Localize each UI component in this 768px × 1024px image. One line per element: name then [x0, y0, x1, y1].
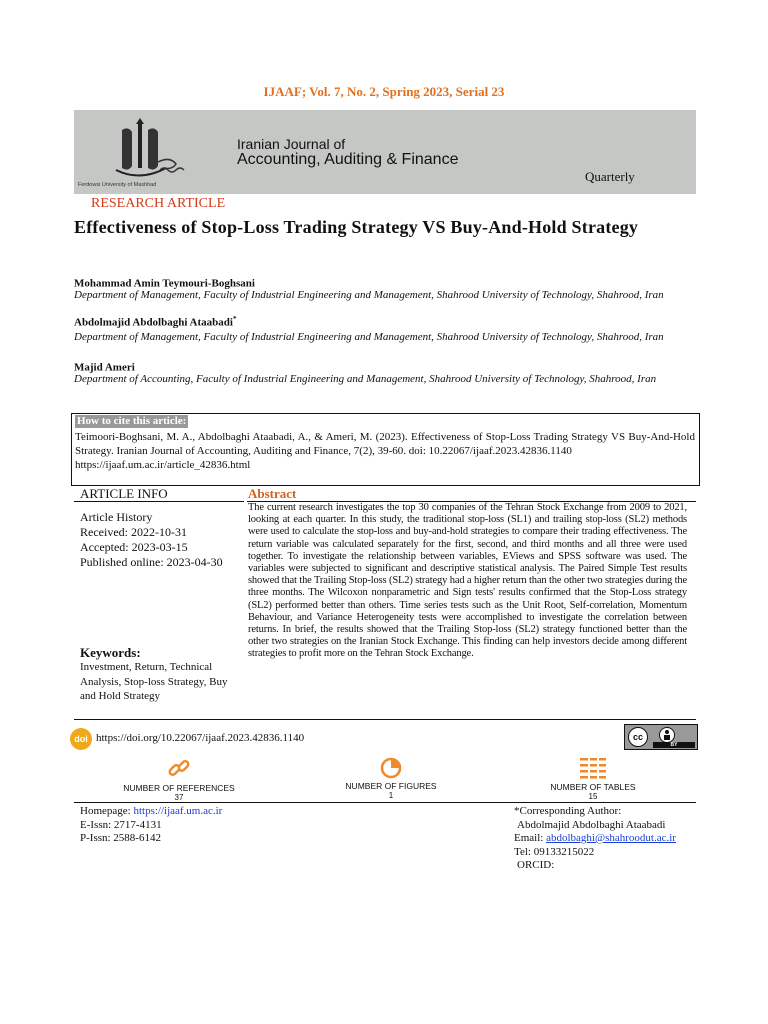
journal-title-line1: Iranian Journal of	[237, 136, 346, 152]
abstract-text: The current research investigates the top 30 companies of the Tehran Stock Exchange from 2009 to 2021, looking at each quarter. In this study, the traditional stop-loss (SL1) and trailing stop-loss (SL2) methods were used to calculate the stop-loss and buy-and-hold strategies to compare their trading effectiveness. The return variable was calculated separately for the first, second, and third months and all three were used together. To investigate the relationship between variables, EViews and SPSS software was used. The variables were subjected to significant and descriptive statistical analysis. The Paired Simple Test results showed that the Trailing Stop-loss (SL2) strategy had a higher return than the other two strategies during the three months. The Wilcoxon nonparametric and Sign tests' results confirmed that the Stop-Loss strategy (SL2) performed better than others. Time series tests such as the Unit Root, Self-correlation, Momentum Behaviour, and Variance Heterogeneity tests were accomplished to investigate the correlation between returns. In brief, the results showed that the Trailing Stop-loss (SL2) strategy functioned better than the other two strategies on the Iranian Stock Exchange. This finding can help investors decide among different strategies to profit more on the Tehran Stock Exchange.	[248, 502, 687, 660]
link-icon	[167, 757, 191, 781]
email-link[interactable]: abdolbaghi@shahroodut.ac.ir	[546, 832, 676, 844]
published-date: Published online: 2023-04-30	[80, 555, 223, 569]
author-name: Majid Ameri	[74, 361, 135, 374]
tel: Tel: 09133215022	[514, 845, 595, 858]
references-stat	[106, 757, 252, 802]
orcid: ORCID:	[517, 859, 555, 871]
citation-box	[71, 413, 700, 486]
table-icon	[579, 756, 607, 780]
article-title: Effectiveness of Stop-Loss Trading Strategy VS Buy-And-Hold Strategy	[74, 217, 639, 237]
doi-link[interactable]: https://doi.org/10.22067/ijaaf.2023.42836.1140	[96, 732, 305, 744]
tables-stat	[520, 756, 666, 801]
divider	[74, 501, 244, 502]
homepage-line: Homepage: https://ijaaf.um.ac.ir	[80, 805, 223, 817]
divider	[74, 802, 696, 803]
university-logo-icon	[88, 116, 198, 192]
journal-frequency: Quarterly	[585, 169, 635, 184]
logo-caption: Ferdowsi University of Mashhad	[78, 182, 157, 188]
keywords-heading: Keywords:	[80, 645, 141, 660]
article-history	[80, 510, 223, 570]
tables-label: NUMBER OF TABLES	[550, 782, 636, 792]
journal-title-line2: Accounting, Auditing & Finance	[237, 151, 459, 168]
corresponding-name: Abdolmajid Abdolbaghi Ataabadi	[517, 818, 666, 831]
article-info-heading: ARTICLE INFO	[80, 486, 168, 501]
journal-banner	[74, 110, 696, 194]
references-count: 37	[174, 793, 184, 802]
divider	[74, 719, 696, 720]
homepage-link[interactable]: https://ijaaf.um.ac.ir	[133, 805, 223, 817]
tables-count: 15	[588, 792, 598, 801]
cc-by-license-badge[interactable]	[624, 724, 698, 750]
by-label: BY	[653, 742, 695, 748]
received-date: Received: 2022-10-31	[80, 525, 187, 539]
author-name: Mohammad Amin Teymouri-Boghsani	[74, 277, 255, 290]
keywords-list: Investment, Return, Technical Analysis, Stop-loss Strategy, Buy and Hold Strategy	[80, 661, 228, 702]
person-icon	[659, 727, 675, 743]
abstract-heading: Abstract	[248, 486, 297, 501]
eissn: E-Issn: 2717-4131	[80, 818, 162, 831]
pie-chart-icon	[379, 755, 403, 779]
journal-contact-info	[80, 805, 222, 846]
corresponding-label: *Corresponding Author:	[514, 805, 622, 817]
doi-icon: doi	[70, 728, 92, 750]
citation-label: How to cite this article:	[77, 415, 187, 427]
journal-issue-line: IJAAF; Vol. 7, No. 2, Spring 2023, Serial 23	[263, 84, 505, 99]
author-name: Abdolmajid Abdolbaghi Ataabadi*	[74, 315, 237, 329]
cc-icon: cc	[628, 727, 648, 747]
citation-text: Teimoori-Boghsani, M. A., Abdolbaghi Ataabadi, A., & Ameri, M. (2023). Effectiveness of Stop-Loss Trading Strategy VS Buy-And-Hold Strategy. Iranian Journal of Accounting, Auditing and Finance, 7(2), 39-60. doi: 10.22067/ijaaf.2023.42836.1140 https://ijaaf.um.ac.ir/article_42836.html	[75, 431, 695, 471]
article-type-label: RESEARCH ARTICLE	[91, 196, 226, 211]
references-label: NUMBER OF REFERENCES	[123, 783, 235, 793]
author-affiliation: Department of Management, Faculty of Industrial Engineering and Management, Shahrood University of Technology, Shahrood, Iran	[74, 289, 664, 301]
author-affiliation: Department of Management, Faculty of Industrial Engineering and Management, Shahrood University of Technology, Shahrood, Iran	[74, 331, 664, 343]
accepted-date: Accepted: 2023-03-15	[80, 540, 188, 554]
corresponding-author-info	[514, 805, 676, 873]
figures-count: 1	[388, 791, 394, 800]
figures-label: NUMBER OF FIGURES	[345, 781, 437, 791]
figures-stat	[318, 755, 464, 800]
email-line: Email: abdolbaghi@shahroodut.ac.ir	[514, 832, 676, 844]
history-label: Article History	[80, 510, 153, 524]
author-affiliation: Department of Accounting, Faculty of Industrial Engineering and Management, Shahrood University of Technology, Shahrood, Iran	[74, 373, 657, 385]
pissn: P-Issn: 2588-6142	[80, 832, 161, 844]
citation-url[interactable]: https://ijaaf.um.ac.ir/article_42836.html	[75, 459, 251, 471]
